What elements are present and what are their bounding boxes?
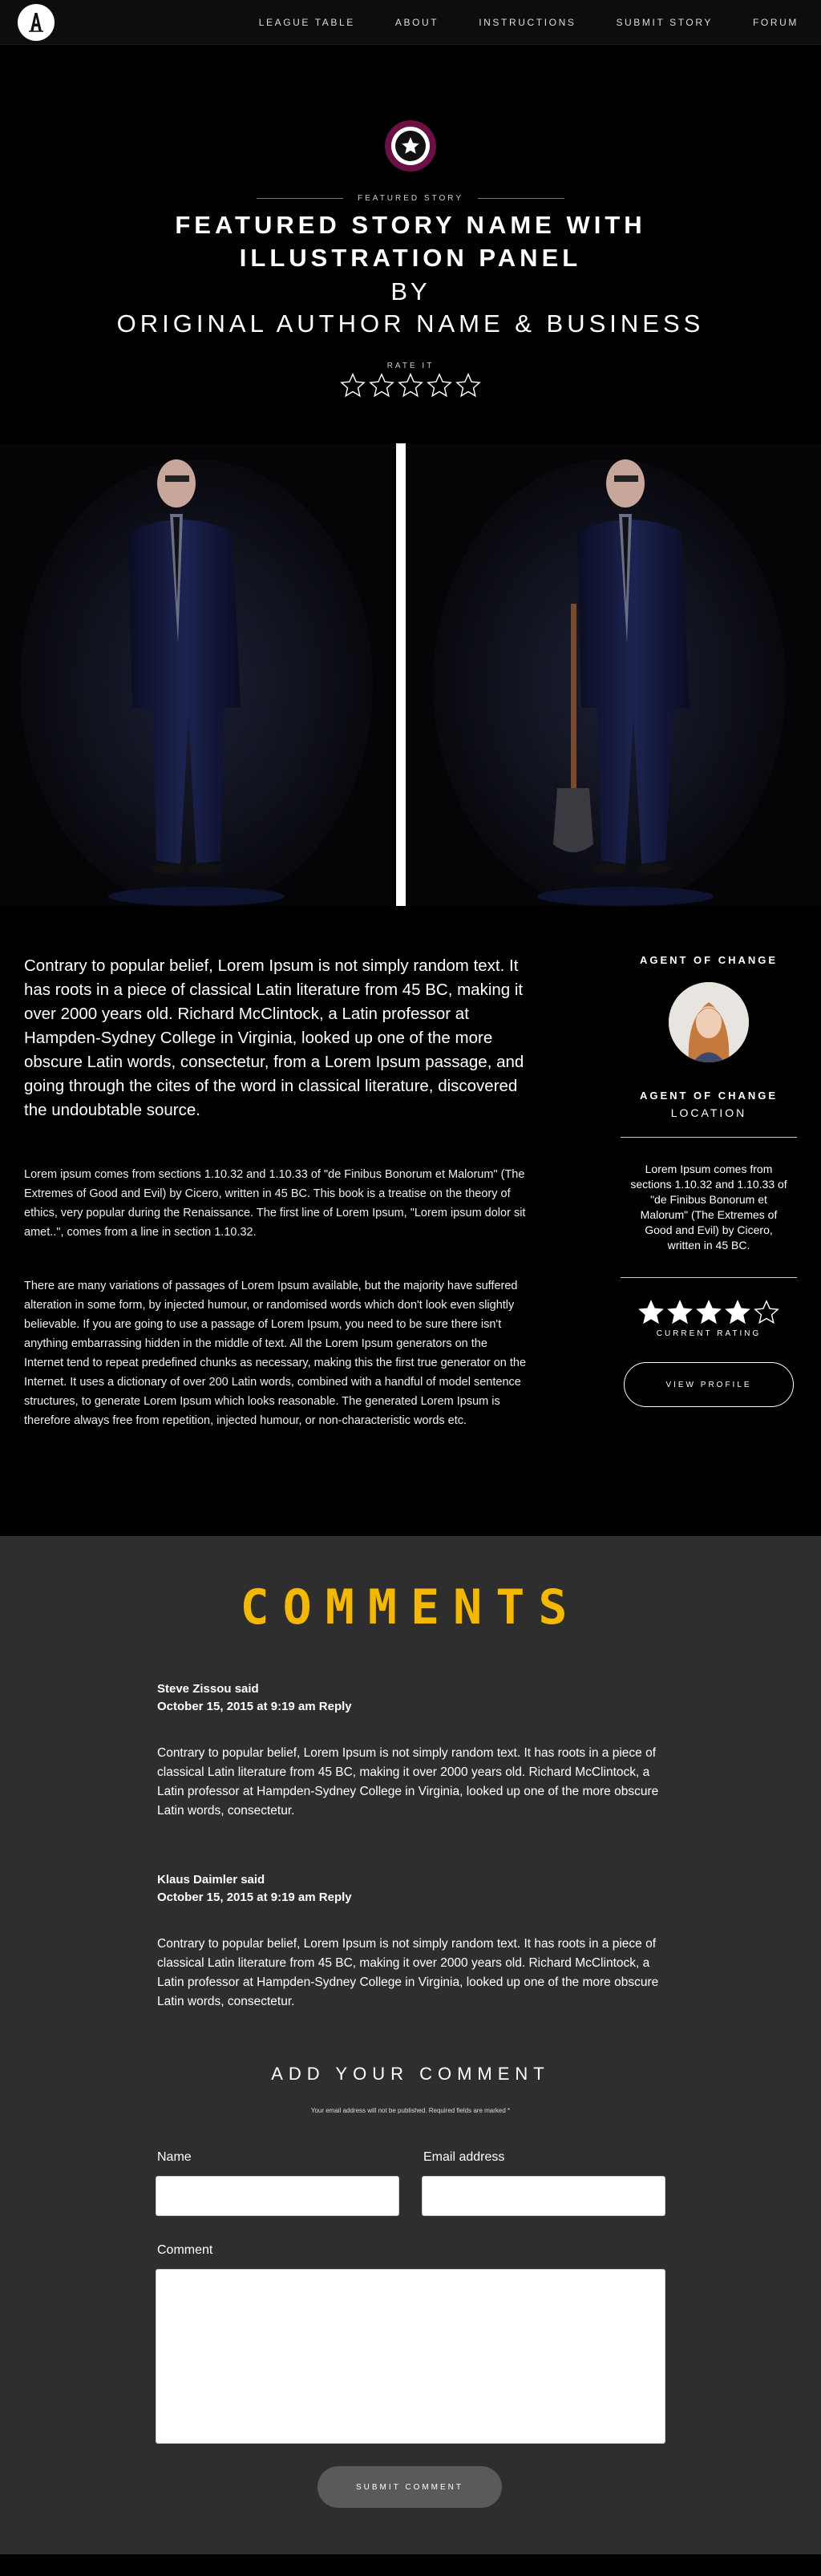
comments-title: COMMENTS bbox=[240, 1579, 581, 1636]
rate-stars bbox=[0, 372, 821, 399]
email-field[interactable] bbox=[422, 2176, 665, 2216]
panel-divider bbox=[396, 443, 406, 906]
current-rating-label: CURRENT RATING bbox=[656, 1329, 762, 1338]
star-outline-icon bbox=[753, 1299, 780, 1326]
name-label: Name bbox=[157, 2150, 192, 2164]
star-badge-icon bbox=[385, 120, 436, 172]
comment-item bbox=[157, 1873, 664, 2012]
story-author: ORIGINAL AUTHOR NAME & BUSINESS bbox=[116, 309, 705, 338]
logo-a-glyph bbox=[20, 6, 52, 38]
star-filled-icon bbox=[637, 1299, 665, 1326]
kicker-line-left bbox=[257, 198, 343, 199]
email-label: Email address bbox=[423, 2150, 505, 2164]
illustration-panel bbox=[0, 443, 821, 906]
nav-instructions[interactable]: INSTRUCTIONS bbox=[479, 17, 576, 28]
sidebar-divider-2 bbox=[621, 1277, 797, 1278]
submit-comment-button[interactable]: SUBMIT COMMENT bbox=[317, 2466, 502, 2508]
comment-author: Klaus Daimler said bbox=[157, 1873, 265, 1887]
star-outline-icon[interactable] bbox=[368, 372, 395, 399]
article-lead: Contrary to popular belief, Lorem Ipsum is not simply random text. It has roots in a piece of classical Latin literature from 45 BC, making it over 2000 years old. Richard McClintock, a Latin professor at Hampden-Sydney College in Virginia, looked up one of the more obscure Latin words, consectetur, from a Lorem Ipsum passage, and going through the cites of the word in classical literature, discovered the undoubtable source. bbox=[24, 956, 524, 1119]
star-outline-icon[interactable] bbox=[455, 372, 482, 399]
view-profile-button[interactable]: VIEW PROFILE bbox=[624, 1362, 794, 1407]
star-filled-icon bbox=[666, 1299, 694, 1326]
name-field[interactable] bbox=[156, 2176, 399, 2216]
article-paragraph-2: There are many variations of passages of Lorem Ipsum available, but the majority have suffered alteration in some form, by injected humour, or randomised words which don't look even slightly believable. If you are going to use a passage of Lorem Ipsum, you need to be sure there isn't anything embarrassing hidden in the middle of text. All the Lorem Ipsum generators on the Internet tend to repeat predefined chunks as necessary, making this the first true generator on the Internet. It uses a dictionary of over 200 Latin words, combined with a handful of model sentence structures, to generate Lorem Ipsum which looks reasonable. The generated Lorem Ipsum is therefore always free from repetition, injected humour, or non-characteristic words etc. bbox=[24, 1280, 527, 1427]
sidebar-divider-1 bbox=[621, 1137, 797, 1138]
avatar-portrait bbox=[669, 982, 749, 1062]
comment-author: Steve Zissou said bbox=[157, 1682, 259, 1696]
comment-meta[interactable]: October 15, 2015 at 9:19 am Reply bbox=[157, 1891, 352, 1904]
nav-league-table[interactable]: LEAGUE TABLE bbox=[258, 17, 355, 28]
kicker-row bbox=[0, 194, 821, 203]
comment-label: Comment bbox=[157, 2243, 213, 2257]
star-filled-icon bbox=[724, 1299, 751, 1326]
add-comment-note: Your email address will not be published. Required fields are marked * bbox=[310, 2107, 511, 2114]
top-nav bbox=[0, 0, 821, 45]
star-filled-icon bbox=[695, 1299, 722, 1326]
nav-about[interactable]: ABOUT bbox=[394, 17, 439, 28]
story-title bbox=[0, 208, 821, 274]
comment-field[interactable] bbox=[156, 2269, 665, 2444]
rate-label: RATE IT bbox=[386, 362, 435, 370]
article-paragraph-1: Lorem ipsum comes from sections 1.10.32 and 1.10.33 of "de Finibus Bonorum et Malorum" (The Extremes of Good and Evil) by Cicero, written in 45 BC. This book is a treatise on the theory of ethics, very popular during the Renaissance. The first line of Lorem Ipsum, "Lorem ipsum dolor sit amet..", comes from a line in section 1.10.32. bbox=[24, 1168, 526, 1239]
logo-a-icon[interactable] bbox=[18, 4, 55, 41]
star-outline-icon[interactable] bbox=[339, 372, 366, 399]
nav-links bbox=[219, 0, 799, 45]
agent-location: LOCATION bbox=[670, 1106, 747, 1119]
agent-name: AGENT OF CHANGE bbox=[639, 1090, 779, 1102]
featured-kicker: FEATURED STORY bbox=[357, 194, 463, 203]
badge-ring bbox=[391, 127, 430, 165]
comment-body: Contrary to popular belief, Lorem Ipsum is not simply random text. It has roots in a piece of classical Latin literature from 45 BC, making it over 2000 years old. Richard McClintock, a Latin professor at Hampden-Sydney College in Virginia, looked up one of the more obscure Latin words, consectetur. bbox=[157, 1937, 659, 2008]
add-comment-title: ADD YOUR COMMENT bbox=[271, 2064, 550, 2084]
comment-meta[interactable]: October 15, 2015 at 9:19 am Reply bbox=[157, 1700, 352, 1713]
agent-description: Lorem Ipsum comes from sections 1.10.32 and 1.10.33 of "de Finibus Bonorum et Malorum" (The Extremes of Good and Evil) by Cicero, written in 45 BC. bbox=[630, 1163, 787, 1252]
current-rating-stars bbox=[621, 1299, 797, 1326]
nav-submit-story[interactable]: SUBMIT STORY bbox=[616, 17, 713, 28]
star-outline-icon[interactable] bbox=[397, 372, 424, 399]
star-glyph bbox=[400, 135, 421, 156]
hero-section bbox=[0, 45, 821, 443]
comment-item bbox=[157, 1682, 664, 1821]
illustration-image bbox=[0, 443, 821, 906]
comment-body: Contrary to popular belief, Lorem Ipsum is not simply random text. It has roots in a piece of classical Latin literature from 45 BC, making it over 2000 years old. Richard McClintock, a Latin professor at Hampden-Sydney College in Virginia, looked up one of the more obscure Latin words, consectetur. bbox=[157, 1746, 659, 1818]
kicker-line-right bbox=[478, 198, 564, 199]
comments-section bbox=[0, 1536, 821, 2554]
story-title-line2: ILLUSTRATION PANEL bbox=[239, 244, 582, 272]
star-outline-icon[interactable] bbox=[426, 372, 453, 399]
badge-core bbox=[395, 131, 426, 161]
article-section bbox=[0, 906, 821, 1536]
agent-sidebar bbox=[621, 954, 797, 1407]
nav-forum[interactable]: FORUM bbox=[753, 17, 799, 28]
story-title-line1: FEATURED STORY NAME WITH bbox=[175, 211, 646, 239]
byline-by: BY bbox=[390, 277, 431, 305]
avatar[interactable] bbox=[669, 982, 749, 1062]
agent-heading: AGENT OF CHANGE bbox=[639, 954, 779, 966]
